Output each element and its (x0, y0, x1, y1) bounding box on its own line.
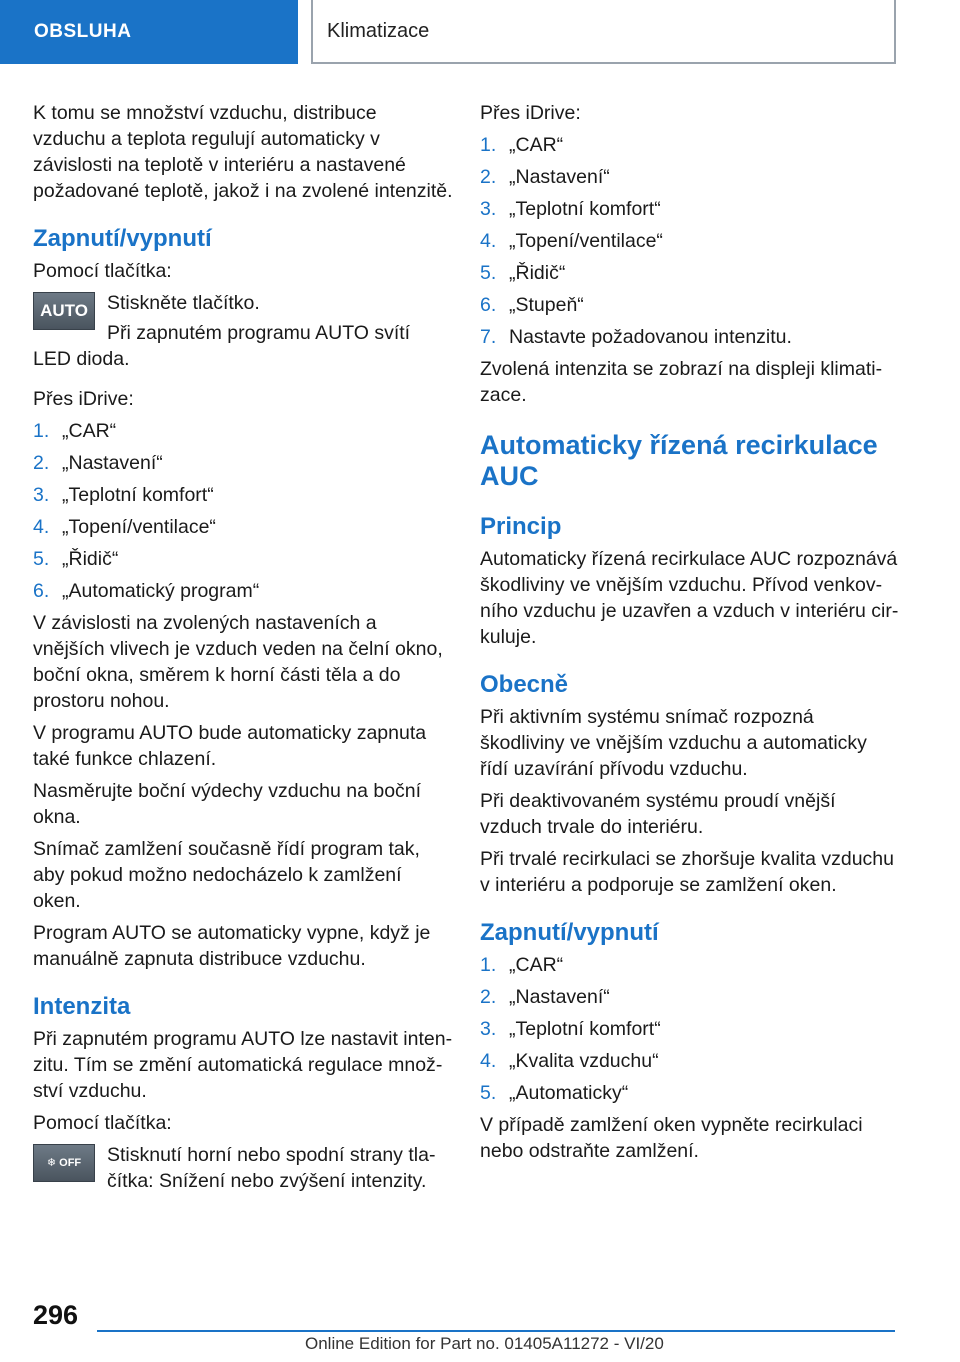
list-item: 6. „Automatický program“ (33, 580, 260, 602)
paragraph: V případě zamlžení oken vypněte recirkulaci nebo odstraňte zamlžení. (480, 1114, 863, 1162)
intro-text: K tomu se množství vzduchu, distribuce vzduchu a teplota regulují automaticky v závislosti na teplotě v interiéru a nastavené požadované teplotě, jakož i na zvolené intenzitě. (33, 102, 453, 202)
paragraph: V závislosti na zvolených nastaveních a vnějších vlivech je vzduch veden na čelní okno, boční okna, směrem k horní části těla a do prostoru nohou. (33, 612, 443, 712)
via-button-text: Pomocí tlačítka: (33, 260, 172, 282)
list-item: 5. „Řidič“ (480, 262, 566, 284)
heading-general: Obecně (480, 671, 569, 698)
idrive-list-1 (33, 418, 453, 604)
list-item: 4. „Topení/ventilace“ (33, 516, 216, 538)
list-item: 4. „Topení/ventilace“ (480, 230, 663, 252)
heading-auc: Automaticky řízená recirkulace AUC (480, 430, 878, 491)
paragraph: Zvolená intenzita se zobrazí na displeji klimatizace. (480, 358, 883, 406)
list-item: 3. „Teplotní komfort“ (33, 484, 214, 506)
paragraph: Automaticky řízená recirkulace AUC rozpoznává škodliviny ve vnějším vzduchu. Přívod venkovního vzduchu je uzavřen a vzduch v interiéru cirkuluje. (480, 548, 899, 648)
page-header (0, 0, 960, 66)
list-item: 1. „CAR“ (480, 134, 564, 156)
paragraph: V programu AUTO bude automaticky zapnuta také funkce chlazení. (33, 722, 427, 770)
heading-onoff: Zapnutí/vypnutí (33, 225, 212, 252)
list-item: 2. „Nastavení“ (480, 166, 610, 188)
footer-divider (97, 1330, 895, 1332)
left-column (33, 100, 453, 1208)
idrive-list-3 (480, 952, 900, 1106)
list-item: 5. „Řidič“ (33, 548, 119, 570)
auto-button-icon: AUTO (33, 292, 95, 330)
paragraph: Při zapnutém programu AUTO lze nastavit intenzitu. Tím se změní automatická regulace množství vzduchu. (33, 1028, 453, 1102)
paragraph: Program AUTO se automaticky vypne, když je manuálně zapnuta distribuce vzduchu. (33, 922, 431, 970)
fan-text: Stisknutí horní nebo spodní strany tlačítka: Snížení nebo zvýšení intenzity. (107, 1144, 436, 1192)
list-item: 2. „Nastavení“ (480, 986, 610, 1008)
paragraph: Při deaktivovaném systému proudí vnější vzduch trvale do interiéru. (480, 790, 836, 838)
list-item: 3. „Teplotní komfort“ (480, 1018, 661, 1040)
heading-onoff-auc: Zapnutí/vypnutí (480, 919, 659, 946)
list-item: 3. „Teplotní komfort“ (480, 198, 661, 220)
fan-button-row (33, 1142, 453, 1198)
page-number: 296 (33, 1300, 79, 1330)
auto-button-row (33, 290, 453, 376)
via-button-text: Pomocí tlačítka: (33, 1112, 172, 1134)
paragraph: Při aktivním systému snímač rozpozná škodliviny ve vnějším vzduchu a automaticky řídí uzavírání přívodu vzduchu. (480, 706, 867, 780)
edition-text: Online Edition for Part no. 01405A11272 - VI/20 (305, 1334, 664, 1353)
list-item: 5. „Automaticky“ (480, 1082, 629, 1104)
chapter-title: Klimatizace (311, 0, 896, 64)
via-idrive-text: Přes iDrive: (480, 102, 581, 124)
list-item: 1. „CAR“ (33, 420, 117, 442)
list-item: 6. „Stupeň“ (480, 294, 584, 316)
list-item: 7. Nastavte požadovanou intenzitu. (480, 326, 792, 348)
list-item: 2. „Nastavení“ (33, 452, 163, 474)
idrive-list-2 (480, 132, 900, 350)
list-item: 1. „CAR“ (480, 954, 564, 976)
paragraph: Snímač zamlžení současně řídí program tak, aby pokud možno nedocházelo k zamlžení oken. (33, 838, 420, 912)
auto-led-text: Při zapnutém programu AUTO svítí LED dioda. (33, 322, 411, 370)
via-idrive-text: Přes iDrive: (33, 388, 134, 410)
right-column (480, 100, 900, 1170)
heading-princip: Princip (480, 513, 562, 540)
heading-intensity: Intenzita (33, 993, 131, 1020)
section-tab: OBSLUHA (0, 0, 298, 64)
paragraph: Nasměrujte boční výdechy vzduchu na boční okna. (33, 780, 422, 828)
fan-button-icon: ❄ OFF (33, 1144, 95, 1182)
auto-press-text: Stiskněte tlačítko. (107, 292, 260, 314)
list-item: 4. „Kvalita vzduchu“ (480, 1050, 659, 1072)
paragraph: Při trvalé recirkulaci se zhoršuje kvalita vzduchu v interiéru a podporuje se zamlžení oken. (480, 848, 894, 896)
